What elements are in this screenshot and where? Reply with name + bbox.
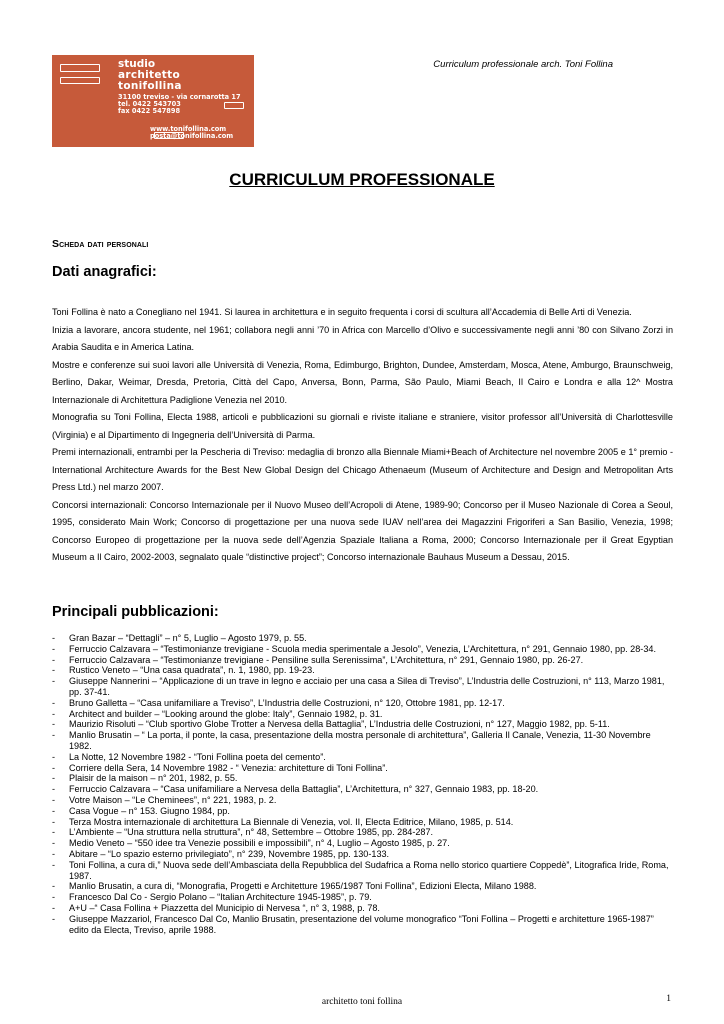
publication-item: - Manlio Brusatin – “ La porta, il ponte, la casa, presentazione della mostra personale di architettura”, Galleria Il Canale, Venezia, 11-30 Novembre 1982. xyxy=(52,730,673,752)
publication-item: - Votre Maison – “Le Cheminees”, n° 221, 1983, p. 2. xyxy=(52,795,673,806)
logo-address: 31100 treviso - via cornarotta 17 xyxy=(118,93,241,101)
bio-paragraph: Premi internazionali, entrambi per la Pescheria di Treviso: medaglia di bronzo alla Biennale Miami+Beach of Architecture nel novembre 2005 e 1° premio - International Architecture Awards for the Best New Global Design del Chicago Athenaeum (Museum of Architecture and Design and Metropolitan Arts Press Ltd.) nel marzo 2007. xyxy=(52,447,673,492)
running-header: Curriculum professionale arch. Toni Follina xyxy=(433,59,613,70)
publication-item: - Ferruccio Calzavara – “Testimonianze trevigiane - Scuola media sperimentale a Jesolo”, Venezia, L’Architettura, n° 291, Gennaio 1980, pp. 28-34. xyxy=(52,644,673,655)
publication-item: - Ferruccio Calzavara – “Casa unifamiliare a Nervesa della Battaglia”, L’Architettura, n° 327, Gennaio 1983, pp. 18-20. xyxy=(52,784,673,795)
bio-text xyxy=(52,304,673,567)
publications-list xyxy=(52,633,673,935)
publication-item: - Francesco Dal Co - Sergio Polano – “Italian Architecture 1945-1985”, p. 79. xyxy=(52,892,673,903)
publication-item: - Gran Bazar – “Dettagli” – n° 5, Luglio – Agosto 1979, p. 55. xyxy=(52,633,673,644)
bio-paragraph: Concorsi internazionali: Concorso Internazionale per il Nuovo Museo dell’Acropoli di Atene, 1989-90; Concorso per il Museo Nazionale di Corea a Seoul, 1995, considerato Main Work; Concorso di progettazione per una nuova sede IUAV nell’area dei Magazzini Frigoriferi a San Basilio, Venezia, 1998; Concorso Europeo di progettazione per la nuova sede dell’Agenzia Spaziale Italiana a Roma, 2000; Concorso Internazionale per il Great Egyptian Museum a Il Cairo, 2002-2003, segnalato quale “distinctive project”; Concorso internazionale Bauhaus Museum a Dessau, 2015. xyxy=(52,499,673,562)
page-title: CURRICULUM PROFESSIONALE xyxy=(229,170,495,189)
publication-item: - Giuseppe Mazzariol, Francesco Dal Co, Manlio Brusatin, presentazione del volume monografico “Toni Follina – Progetti e architetture 1965-1987” edito da Electa, Treviso, aprile 1988. xyxy=(52,914,673,936)
logo-website: www.tonifollina.com xyxy=(150,125,227,133)
bio-paragraph: Monografia su Toni Follina, Electa 1988, articoli e pubblicazioni su giornali e riviste italiane e straniere, visitor professor all’Università di Charlottesville (Virginia) e al Dipartimento di Ingegneria dell’Università di Parma. xyxy=(52,412,673,440)
footer-text: architetto toni follina xyxy=(321,997,403,1007)
dati-heading: Dati anagrafici: xyxy=(52,264,157,280)
logo-studio: studio xyxy=(118,58,156,70)
publication-item: - Maurizio Risoluti – “Club sportivo Globe Trotter a Nervesa della Battaglia”, L’Industria delle Costruzioni, n° 127, Maggio 1982, pp. 5-11. xyxy=(52,719,673,730)
publication-item: - Casa Vogue – n° 153. Giugno 1984, pp. xyxy=(52,806,673,817)
page-number: 1 xyxy=(666,994,671,1004)
publication-item: - Architect and builder – “Looking around the globe: Italy”, Gennaio 1982, p. 31. xyxy=(52,709,673,720)
publication-item: - Ferruccio Calzavara – “Testimonianze trevigiane - Pensiline sulla Serenissima”, L’Architettura, n° 291, Gennaio 1980, pp. 26-27. xyxy=(52,655,673,666)
logo-fax: fax 0422 547898 xyxy=(118,107,181,115)
logo-email: posta@tonifollina.com xyxy=(150,132,234,140)
publication-item: - Abitare – “Lo spazio esterno privilegiato”, n° 239, Novembre 1985, pp. 130-133. xyxy=(52,849,673,860)
publication-item: - Medio Veneto – “550 idee tra Venezie possibili e impossibili”, n° 4, Luglio – Agosto 1985, p. 27. xyxy=(52,838,673,849)
logo-frame-icon xyxy=(60,77,100,84)
publication-item: - La Notte, 12 Novembre 1982 - “Toni Follina poeta del cemento”. xyxy=(52,752,673,763)
publication-item: - Bruno Galletta – “Casa unifamiliare a Treviso”, L’Industria delle Costruzioni, n° 120, Ottobre 1981, pp. 12-17. xyxy=(52,698,673,709)
publication-item: - Rustico Veneto – “Una casa quadrata”, n. 1, 1980, pp. 19-23. xyxy=(52,665,673,676)
logo-tel: tel. 0422 543703 xyxy=(118,100,181,108)
section-label: Scheda dati personali xyxy=(52,238,149,250)
publication-item: - Toni Follina, a cura di,” Nuova sede dell’Ambasciata della Repubblica del Sudafrica a Roma nello storico quartiere Coppedè”, Litografica Iride, Roma, 1987. xyxy=(52,860,673,882)
logo-architetto: architetto xyxy=(118,69,180,81)
publication-item: - Corriere della Sera, 14 Novembre 1982 - “ Venezia: architetture di Toni Follina”. xyxy=(52,763,673,774)
publication-item: - Manlio Brusatin, a cura di, “Monografia, Progetti e Architetture 1965/1987 Toni Follina”, Edizioni Electa, Milano 1988. xyxy=(52,881,673,892)
logo-frame-icon xyxy=(60,64,100,72)
publication-item: - L’Ambiente – “Una struttura nella struttura”, n° 48, Settembre – Ottobre 1985, pp. 284-287. xyxy=(52,827,673,838)
logo-name: tonifollina xyxy=(118,80,182,92)
bio-paragraph: Toni Follina è nato a Conegliano nel 1941. Si laurea in architettura e in seguito frequenta i corsi di scultura all’Accademia di Belle Arti di Venezia. xyxy=(52,307,632,317)
bio-paragraph: Inizia a lavorare, ancora studente, nel 1961; collabora negli anni ’70 in Africa con Marcello d’Olivo e successivamente negli anni ’80 con Silvano Zorzi in Arabia Saudita e in America Latina. xyxy=(52,324,673,352)
studio-logo xyxy=(52,55,254,147)
publication-item: - Plaisir de la maison – n° 201, 1982, p. 55. xyxy=(52,773,673,784)
publication-item: - Giuseppe Nannerini – “Applicazione di un trave in legno e acciaio per una casa a Silea di Treviso”, L’Industria delle Costruzioni, n° 113, Marzo 1981, pp. 37-41. xyxy=(52,676,673,698)
bio-paragraph: Mostre e conferenze sui suoi lavori alle Università di Venezia, Roma, Edimburgo, Brighton, Dundee, Amsterdam, Mosca, Atene, Amburgo, Braunschweig, Berlino, Dakar, Weimar, Dresda, Pretoria, Città del Capo, Anversa, Bonn, Parma, São Paulo, Miami Beach, Il Cairo e Londra e alla 12^ Mostra Internazionale di Architettura Padiglione Venezia nel 2010. xyxy=(52,359,673,405)
publication-item: - Terza Mostra internazionale di architettura La Biennale di Venezia, vol. II, Electa Editrice, Milano, 1985, p. 514. xyxy=(52,817,673,828)
logo-frame-icon xyxy=(224,102,244,109)
publication-item: - A+U –“ Casa Follina + Piazzetta del Municipio di Nervesa “, n° 3, 1988, p. 78. xyxy=(52,903,673,914)
publications-heading: Principali pubblicazioni: xyxy=(52,604,219,620)
